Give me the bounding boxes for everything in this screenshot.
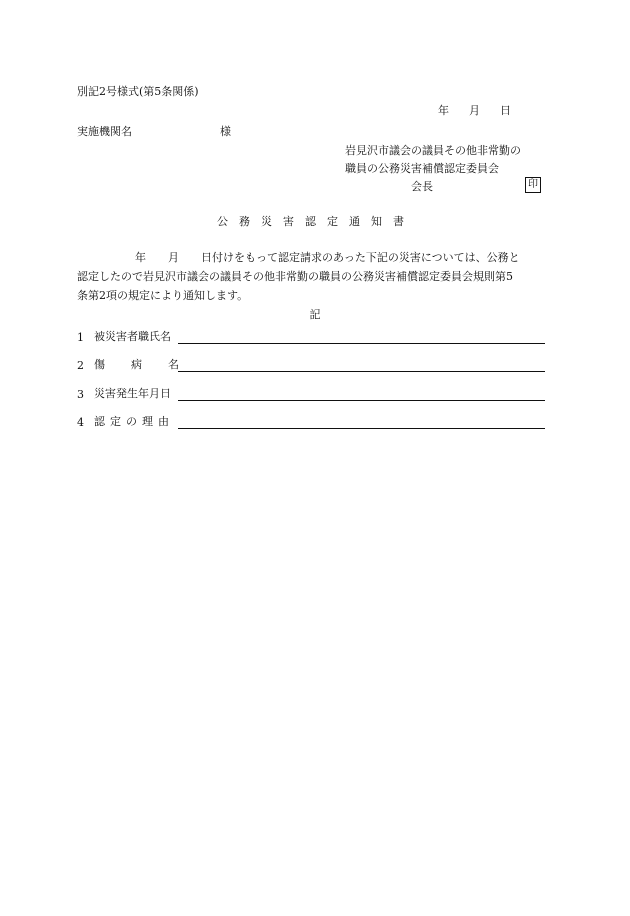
issue-date	[438, 102, 511, 118]
form-number-label: 別記2号様式(第5条関係)	[77, 85, 199, 98]
body-line-2: 認定したので岩見沢市議会の議員その他非常勤の職員の公務災害補償認定委員会規則第5	[77, 270, 513, 283]
item-injured-name	[77, 329, 171, 344]
body-month: 月	[168, 251, 179, 264]
body-line-3: 条第2項の規定により通知します。	[77, 289, 249, 302]
sender-line-1: 岩見沢市議会の議員その他非常勤の	[345, 144, 521, 157]
item-label: 認定の理由	[94, 415, 174, 428]
item-number: 4	[77, 416, 84, 429]
item-injury	[77, 357, 205, 372]
recipient-honorific: 様	[220, 125, 231, 138]
recipient	[77, 123, 231, 139]
ki-heading: 記	[309, 308, 321, 321]
item-accident-date	[77, 386, 171, 401]
document-title: 公務災害認定通知書	[217, 215, 415, 228]
fill-in-line[interactable]	[178, 371, 545, 372]
item-label: 傷病名	[94, 358, 205, 371]
body-line-1-text: 日付けをもって認定請求のあった下記の災害については、公務と	[201, 251, 520, 264]
date-month: 月	[469, 104, 480, 117]
item-label: 災害発生年月日	[94, 387, 171, 400]
item-number: 3	[77, 388, 84, 401]
body-year: 年	[135, 251, 146, 264]
sender-line-2: 職員の公務災害補償認定委員会	[345, 162, 499, 175]
fill-in-line[interactable]	[178, 343, 545, 344]
recipient-org: 実施機関名	[77, 125, 132, 138]
body-text	[77, 248, 551, 305]
body-line-1	[77, 248, 551, 267]
date-day: 日	[500, 104, 511, 117]
item-number: 1	[77, 331, 84, 344]
date-year: 年	[438, 104, 449, 117]
sender-chair: 会長	[411, 180, 433, 193]
item-number: 2	[77, 359, 84, 372]
item-reason	[77, 414, 174, 429]
seal-stamp-box: 印	[525, 177, 541, 193]
fill-in-line[interactable]	[178, 400, 545, 401]
item-label: 被災害者職氏名	[94, 330, 171, 343]
fill-in-line[interactable]	[178, 428, 545, 429]
